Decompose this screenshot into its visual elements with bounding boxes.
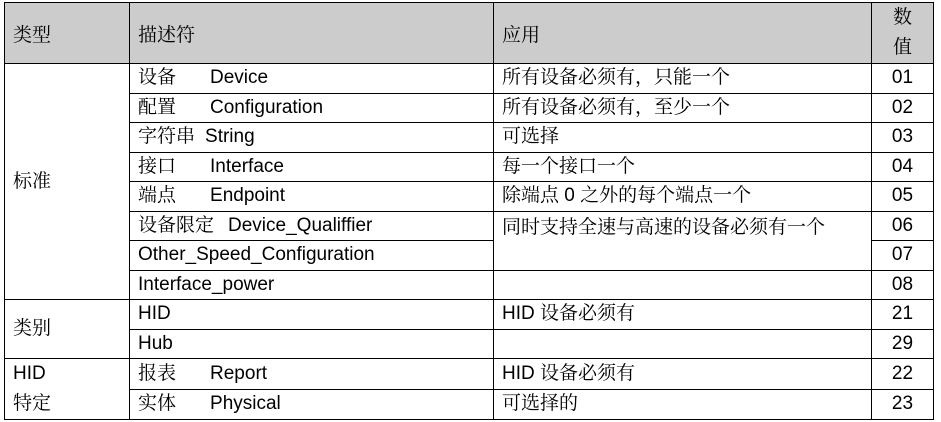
descriptor-cell — [130, 241, 494, 271]
table-row — [5, 123, 934, 153]
descriptor-table — [4, 2, 934, 420]
header-descriptor: 描述符 — [130, 3, 494, 64]
value-cell: 04 — [872, 152, 934, 182]
application-cell: 所有设备必须有，只能一个 — [494, 64, 872, 94]
descriptor-cell — [130, 329, 494, 359]
descriptor-zh: 报表 — [138, 362, 177, 384]
value-cell: 03 — [872, 123, 934, 153]
application-cell: 可选择的 — [494, 389, 872, 420]
descriptor-en: Physical — [210, 393, 281, 415]
table-row — [5, 182, 934, 212]
table-row — [5, 389, 934, 420]
descriptor-zh: 端点 — [138, 185, 177, 207]
value-cell: 21 — [872, 300, 934, 330]
application-cell: 每一个接口一个 — [494, 152, 872, 182]
application-cell — [494, 329, 872, 359]
descriptor-en: Interface_power — [138, 273, 275, 295]
descriptor-en: String — [205, 126, 255, 148]
value-cell: 01 — [872, 64, 934, 94]
application-cell: HID 设备必须有 — [494, 300, 872, 330]
value-cell: 06 — [872, 211, 934, 241]
table-row — [5, 152, 934, 182]
descriptor-cell — [130, 123, 494, 153]
descriptor-en: Configuration — [210, 96, 324, 118]
header-type: 类型 — [5, 3, 130, 64]
application-cell: 所有设备必须有，至少一个 — [494, 93, 872, 123]
application-cell: 除端点 0 之外的每个端点一个 — [494, 182, 872, 212]
header-value-line2: 值 — [892, 37, 912, 58]
application-cell: 同时支持全速与高速的设备必须有一个 — [494, 211, 872, 270]
descriptor-zh: 设备限定 — [138, 214, 215, 236]
descriptor-en: Device_Qualiffier — [228, 214, 373, 236]
descriptor-cell — [130, 300, 494, 330]
descriptor-zh: 设备 — [138, 67, 177, 89]
value-cell: 08 — [872, 270, 934, 300]
table-row — [5, 64, 934, 94]
descriptor-zh: 字符串 — [138, 126, 196, 148]
descriptor-en: Report — [210, 362, 268, 384]
descriptor-en: HID — [138, 303, 171, 325]
table-row — [5, 329, 934, 359]
value-cell: 29 — [872, 329, 934, 359]
header-row — [5, 3, 934, 64]
table-row — [5, 359, 934, 390]
descriptor-en: Device — [210, 67, 269, 89]
table-row — [5, 93, 934, 123]
group-standard: 标准 — [5, 64, 130, 300]
descriptor-table-container — [4, 2, 934, 420]
descriptor-cell — [130, 152, 494, 182]
header-application: 应用 — [494, 3, 872, 64]
group-hid-line2: 特定 — [13, 393, 52, 414]
descriptor-cell — [130, 389, 494, 420]
value-cell: 07 — [872, 241, 934, 271]
table-row — [5, 270, 934, 300]
application-cell: 可选择 — [494, 123, 872, 153]
descriptor-cell — [130, 270, 494, 300]
header-value-line1: 数 — [892, 7, 912, 28]
descriptor-en: Endpoint — [210, 185, 286, 207]
descriptor-en: Interface — [210, 155, 284, 177]
descriptor-en: Other_Speed_Configuration — [138, 244, 375, 266]
table-row — [5, 300, 934, 330]
descriptor-cell — [130, 211, 494, 241]
descriptor-cell — [130, 93, 494, 123]
value-cell: 02 — [872, 93, 934, 123]
descriptor-zh: 配置 — [138, 96, 177, 118]
group-class: 类别 — [5, 300, 130, 359]
application-cell — [494, 270, 872, 300]
descriptor-cell — [130, 64, 494, 94]
value-cell: 05 — [872, 182, 934, 212]
descriptor-zh: 接口 — [138, 155, 177, 177]
descriptor-zh: 实体 — [138, 393, 177, 415]
descriptor-en: Hub — [138, 332, 173, 354]
descriptor-cell — [130, 182, 494, 212]
group-hid-line1: HID — [13, 363, 46, 384]
header-value — [872, 3, 934, 64]
descriptor-cell — [130, 359, 494, 390]
application-cell: HID 设备必须有 — [494, 359, 872, 390]
value-cell: 23 — [872, 389, 934, 420]
table-row — [5, 211, 934, 241]
group-hid-specific — [5, 359, 130, 420]
value-cell: 22 — [872, 359, 934, 390]
